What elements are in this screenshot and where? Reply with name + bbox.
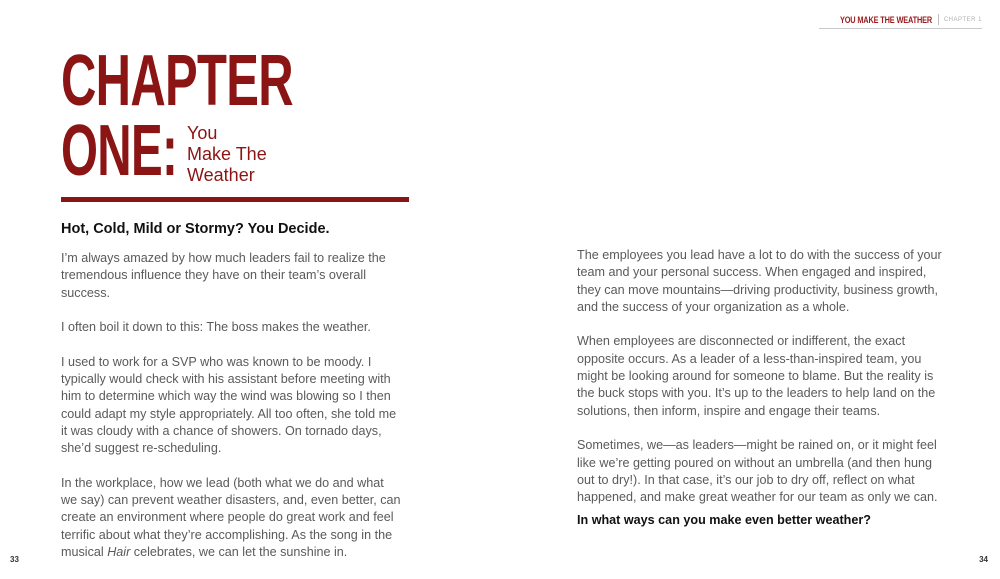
paragraph: Sometimes, we—as leaders—might be rained on, or it might feel like we’re getting poured on without an umbrella (and then hung out to dry!). In that case, it’s our job to dry off, reflect on what happened, and make great weather for our team as only we can. bbox=[577, 438, 938, 505]
header-divider bbox=[938, 14, 939, 25]
chapter-label: CHAPTER 1 bbox=[943, 16, 982, 23]
paragraph-text: In the workplace, how we lead (both what we do and what we say) can prevent weather disasters, and, even better, can create an environment where people do great work and feel terrific about what they’re accomplishing. As the song in the musical bbox=[61, 475, 401, 560]
subtitle-line: You bbox=[187, 123, 218, 143]
right-column bbox=[577, 247, 947, 530]
paragraph bbox=[61, 475, 401, 561]
chapter-subtitle bbox=[187, 123, 307, 186]
chapter-title-line2: ONE: bbox=[61, 111, 178, 191]
paragraph: The employees you lead have a lot to do with the success of your team and your personal success. When engaged and inspired, they can move mountains—driving productivity, business growth, and the success of your organization as a whole. bbox=[577, 248, 942, 314]
paragraph: I’m always amazed by how much leaders fail to realize the tremendous influence they have on their team’s overall success. bbox=[61, 251, 386, 300]
paragraph: When employees are disconnected or indifferent, the exact opposite occurs. As a leader of a less-than-inspired team, you might be looking around for someone to blame. But the reality is the buck stops with you. It’s up to the leaders to help land on the solutions, then inform, inspire and engage their teams. bbox=[577, 334, 936, 418]
running-header bbox=[819, 14, 982, 29]
musical-title: Hair bbox=[107, 545, 131, 560]
page-number-left: 33 bbox=[10, 555, 19, 564]
paragraph: I often boil it down to this: The boss makes the weather. bbox=[61, 320, 371, 335]
subtitle-line: Weather bbox=[187, 165, 255, 185]
paragraph-text: celebrates, we can let the sunshine in. bbox=[130, 545, 348, 560]
section-heading: Hot, Cold, Mild or Stormy? You Decide. bbox=[61, 221, 330, 237]
reflection-question: In what ways can you make even better weather? bbox=[577, 513, 871, 528]
chapter-title-line1: CHAPTER bbox=[61, 41, 293, 121]
title-rule bbox=[61, 197, 409, 202]
subtitle-line: Make The bbox=[187, 144, 267, 164]
running-title: YOU MAKE THE WEATHER bbox=[840, 14, 933, 25]
page-number-right: 34 bbox=[979, 555, 988, 564]
paragraph: I used to work for a SVP who was known to be moody. I typically would check with his assistant before meeting with him to determine which way the wind was blowing so I then could adapt my style appropriately. All too often, she told me it was cloudy with a chance of showers. On tornado days, she’d suggest re-scheduling. bbox=[61, 354, 397, 456]
left-column bbox=[61, 250, 401, 579]
